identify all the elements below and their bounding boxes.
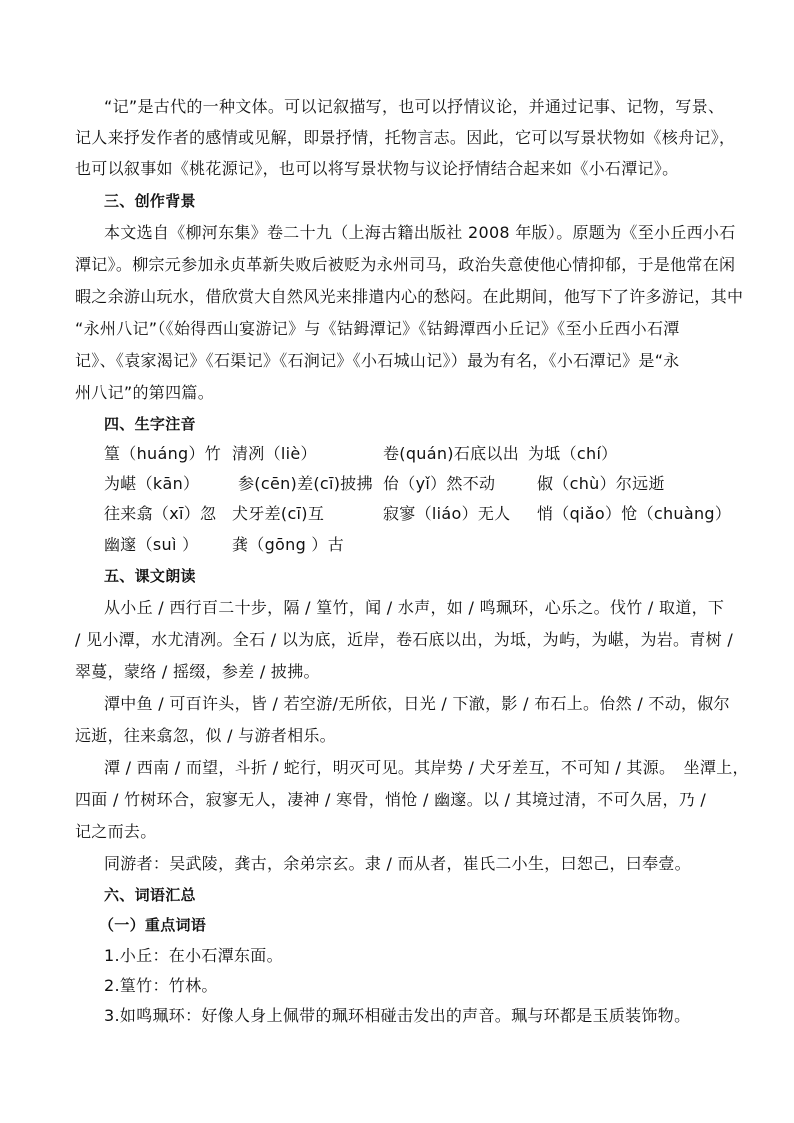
pronunciation-item: 篁（huáng）竹 — [104, 444, 222, 463]
reading-line-4: 潭中鱼 / 可百许头，皆 / 若空游/无所依，日光 / 下澈，影 / 布石上。佁然 / 不动，俶尔 — [104, 694, 730, 713]
vocabulary-item: 1.小丘：在小石潭东面。 — [104, 946, 283, 965]
intro-line-3: 也可以叙事如《桃花源记》，也可以将写景状物与议论抒情结合起来如《小石潭记》。 — [75, 159, 679, 178]
reading-line-9: 同游者：吴武陵，龚古，余弟宗玄。隶 / 而从者，崔氏二小生，曰恕己，曰奉壹。 — [104, 854, 691, 873]
pronunciation-item: 寂寥（liáo）无人 — [383, 504, 511, 523]
intro-line-2: 记人来抒发作者的感情或见解，即景抒情，托物言志。因此，它可以写景状物如《核舟记》， — [75, 128, 736, 147]
background-line-2: 潭记》。柳宗元参加永贞革新失败后被贬为永州司马，政治失意使他心情抑郁，于是他常在闲 — [75, 255, 736, 274]
section-heading-reading: 五、课文朗读 — [104, 567, 196, 585]
pronunciation-item: 参(cēn)差(cī)披拂 — [238, 474, 373, 493]
background-line-5: 记》、《袁家渴记》《石渠记》《石涧记》《小石城山记》）最为有名，《小石潭记》是“永 — [75, 351, 680, 370]
pronunciation-item: 佁（yǐ）然不动 — [383, 474, 496, 493]
pronunciation-item: 悄（qiǎo）怆（chuàng） — [537, 504, 732, 523]
reading-line-7: 四面 / 竹树环合，寂寥无人，凄神 / 寒骨，悄怆 / 幽邃。以 / 其境过清，不可久居，乃 / — [75, 790, 707, 809]
pronunciation-item: 清冽（liè） — [232, 444, 317, 463]
reading-line-3: 翠蔓，蒙络 / 摇缀，参差 / 披拂。 — [75, 662, 320, 681]
reading-line-2: / 见小潭，水尤清冽。全石 / 以为底，近岸，卷石底以出，为坻，为屿，为嵁，为岩。青树 / — [75, 630, 734, 649]
reading-line-6: 潭 / 西南 / 而望，斗折 / 蛇行，明灭可见。其岸势 / 犬牙差互，不可知 / 其源。 坐潭上， — [104, 758, 749, 777]
vocabulary-item: 2.篁竹：竹林。 — [104, 976, 218, 995]
reading-line-5: 远逝，往来翕忽，似 / 与游者相乐。 — [75, 726, 336, 745]
section-heading-background: 三、创作背景 — [104, 192, 196, 210]
pronunciation-item: 犬牙差(cī)互 — [232, 504, 325, 523]
subheading-key-words: （一）重点词语 — [99, 916, 207, 934]
section-heading-pronunciation: 四、生字注音 — [104, 415, 196, 433]
reading-line-1: 从小丘 / 西行百二十步，隔 / 篁竹，闻 / 水声，如 / 鸣珮环，心乐之。伐竹 / 取道，下 — [104, 598, 725, 617]
background-line-4: “永州八记”（《始得西山宴游记》与《钴鉧潭记》《钴鉧潭西小丘记》《至小丘西小石潭 — [75, 319, 680, 338]
pronunciation-item: 龚（gōng ）古 — [232, 535, 345, 554]
pronunciation-item: 卷(quán)石底以出 — [383, 444, 520, 463]
pronunciation-item: 为嵁（kān） — [104, 474, 200, 493]
pronunciation-item: 幽邃（suì ） — [104, 535, 199, 554]
background-line-6: 州八记”的第四篇。 — [75, 383, 214, 402]
section-heading-vocabulary: 六、词语汇总 — [104, 886, 196, 904]
pronunciation-item: 俶（chù）尔远逝 — [537, 474, 665, 493]
pronunciation-item: 往来翕（xī）忽 — [104, 504, 217, 523]
background-line-3: 暇之余游山玩水，借欣赏大自然风光来排遣内心的愁闷。在此期间，他写下了许多游记，其中 — [75, 287, 744, 306]
vocabulary-item: 3.如鸣珮环：好像人身上佩带的珮环相碰击发出的声音。珮与环都是玉质装饰物。 — [104, 1006, 691, 1025]
background-line-1: 本文选自《柳河东集》卷二十九（上海古籍出版社 2008 年版）。原题为《至小丘西小石 — [104, 223, 736, 242]
reading-line-8: 记之而去。 — [75, 822, 157, 841]
intro-line-1: “记”是古代的一种文体。可以记叙描写，也可以抒情议论，并通过记事、记物，写景、 — [104, 97, 725, 116]
pronunciation-item: 为坻（chí） — [528, 444, 618, 463]
